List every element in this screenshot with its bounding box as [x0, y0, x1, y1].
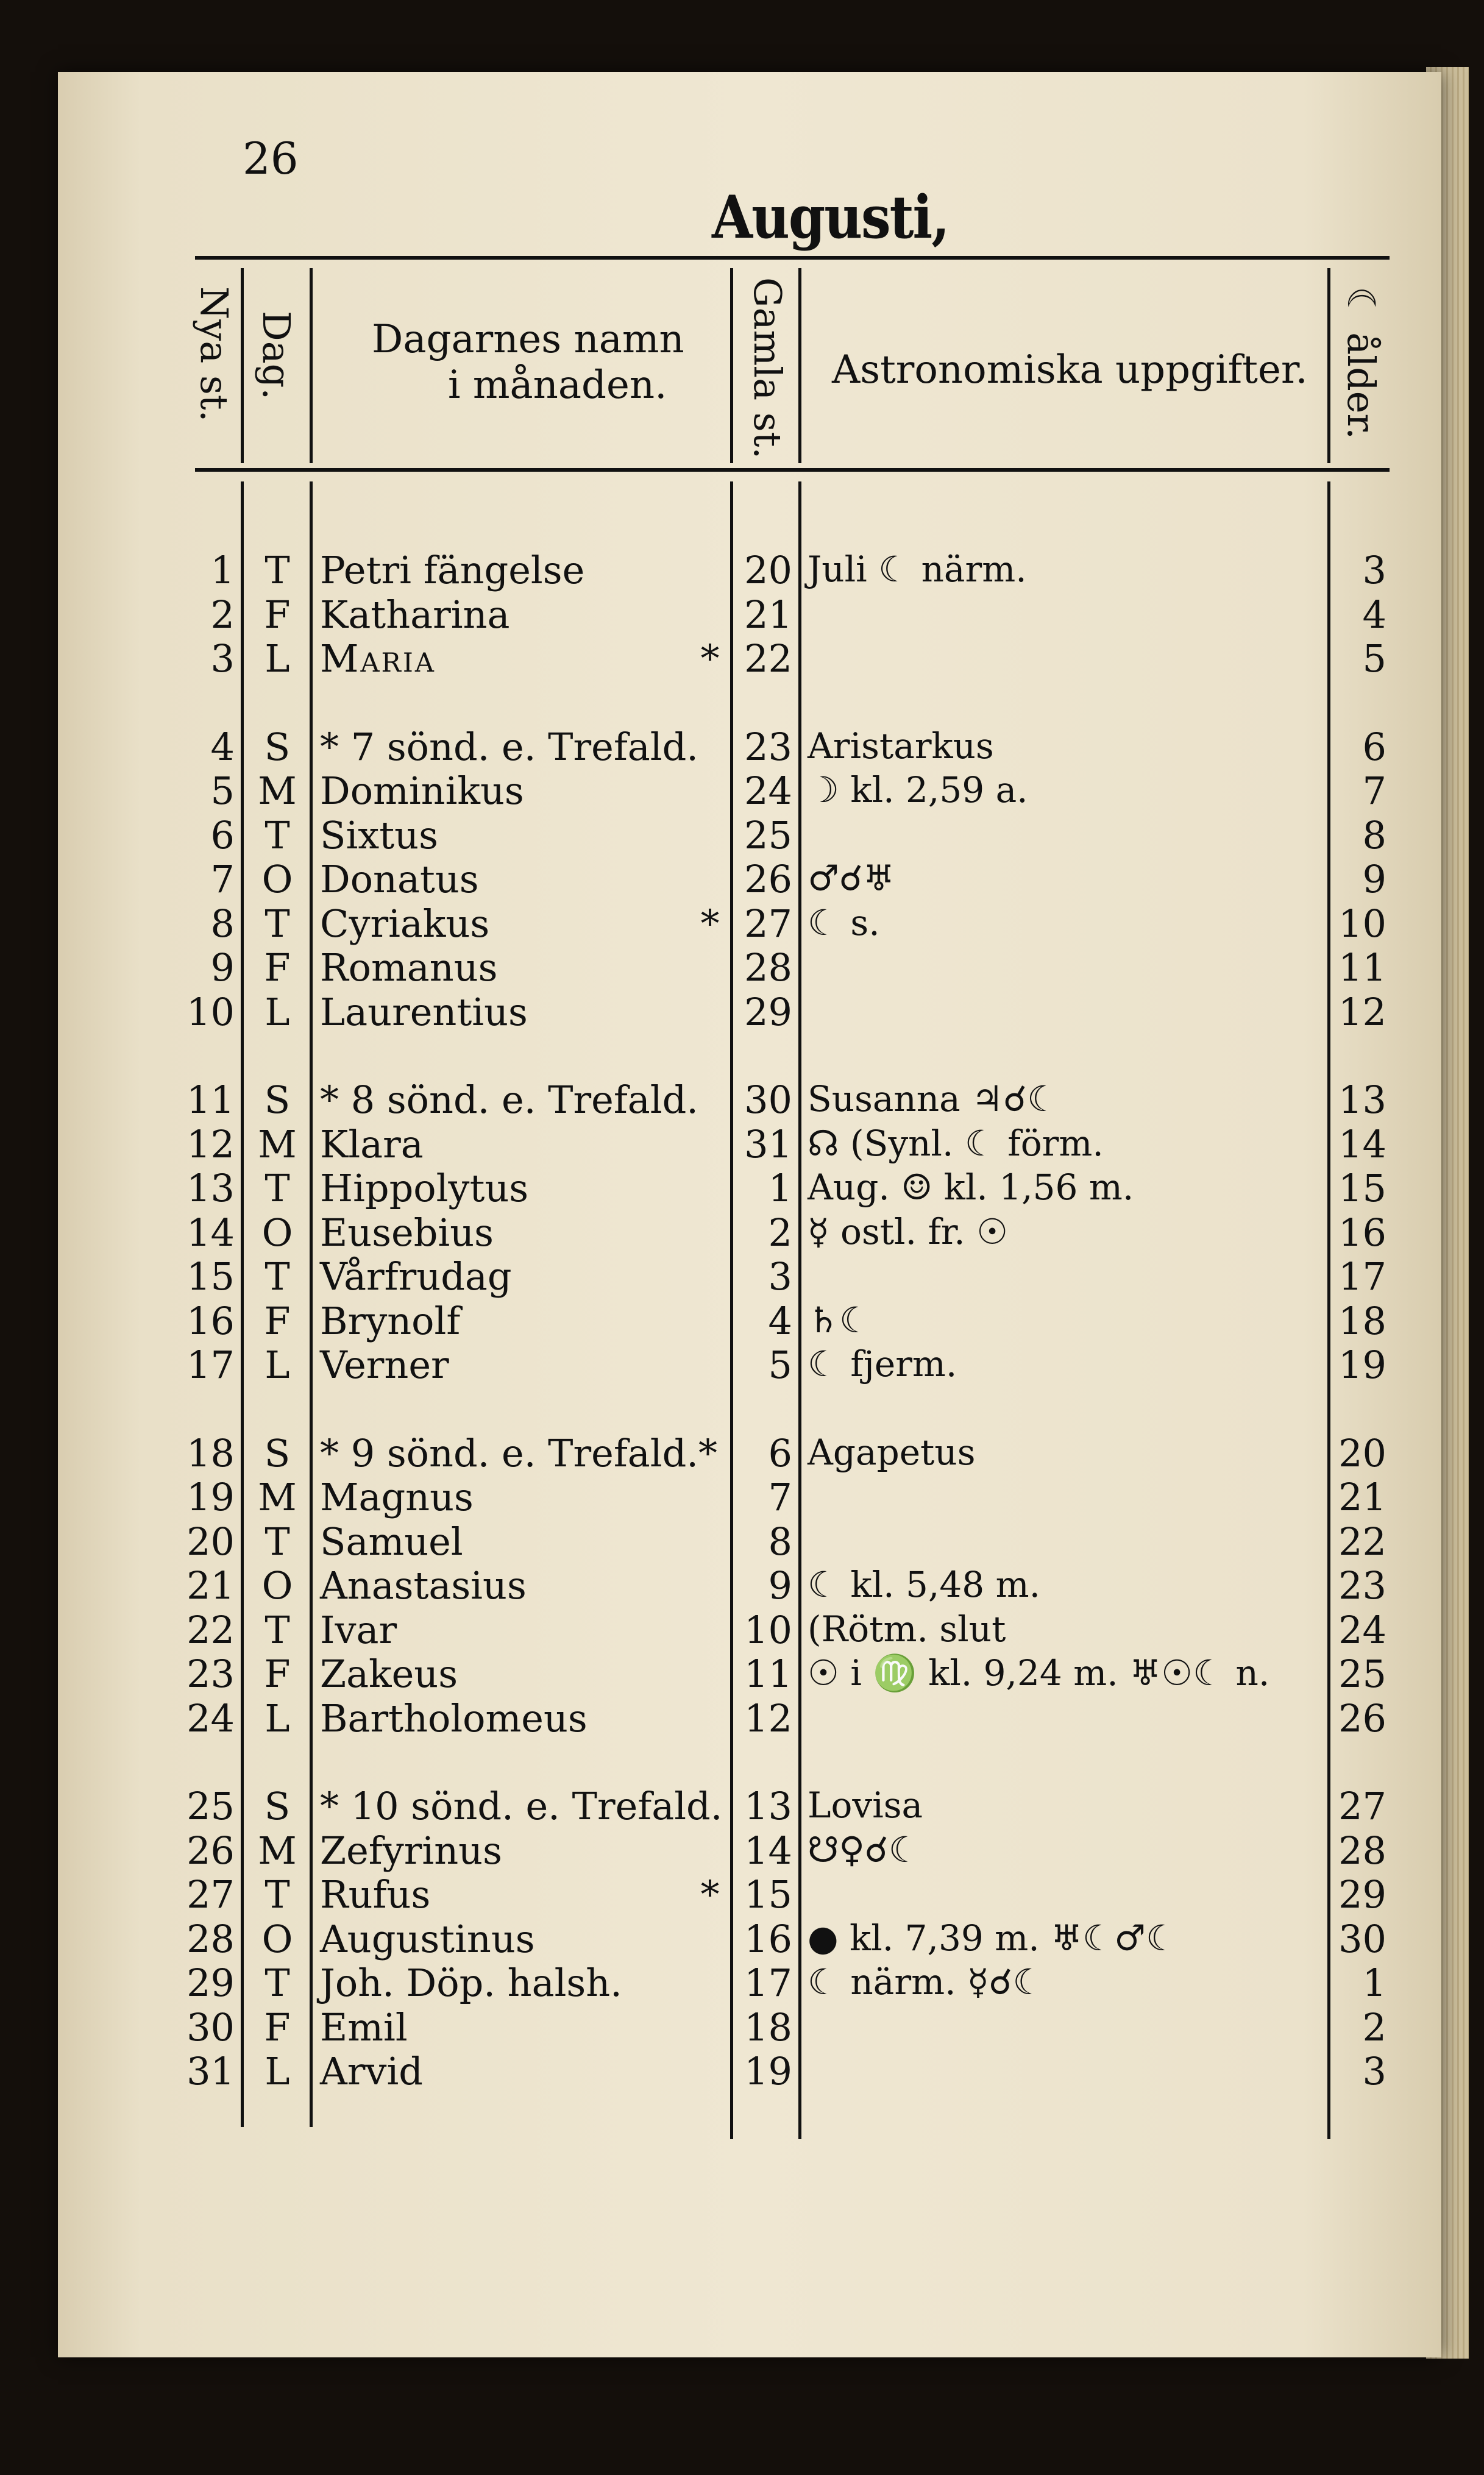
gamla-day-number: 13 [744, 1784, 792, 1828]
day-name: Laurentius [320, 989, 528, 1034]
day-name: Ivar [320, 1607, 397, 1652]
weekday-letter: O [261, 857, 293, 901]
moon-age: 26 [1338, 1696, 1386, 1741]
astro-note: ☿ ostl. fr. ☉ [808, 1210, 1009, 1252]
astro-note: Juli ☾ närm. [808, 549, 1027, 590]
header-astro: Astronomiska uppgifter. [832, 347, 1308, 392]
gamla-day-number: 17 [744, 1961, 792, 2005]
day-name: Romanus [320, 945, 498, 990]
header-alder: ☾ ålder. [1339, 286, 1383, 439]
day-name: * 9 sönd. e. Trefald.* [320, 1430, 717, 1475]
day-name: Donatus [320, 857, 479, 901]
moon-age: 4 [1362, 592, 1386, 637]
astro-note: ● kl. 7,39 m. ♅☾♂☾ [808, 1917, 1178, 1959]
gamla-day-number: 27 [744, 901, 792, 946]
header-dag: Dag. [254, 311, 299, 400]
moon-age: 13 [1338, 1078, 1386, 1122]
nya-day-number: 7 [210, 857, 235, 901]
nya-day-number: 24 [186, 1696, 235, 1741]
nya-day-number: 27 [186, 1872, 235, 1917]
weekday-letter: L [264, 989, 290, 1034]
nya-day-number: 5 [210, 769, 235, 813]
nya-day-number: 28 [186, 1916, 235, 1961]
weekday-letter: S [264, 1430, 291, 1475]
gamla-day-number: 23 [744, 724, 792, 769]
nya-day-number: 17 [186, 1343, 235, 1387]
header-names-line1: Dagarnes namn [372, 317, 684, 362]
nya-day-number: 19 [186, 1475, 235, 1519]
day-star: * [700, 1872, 720, 1917]
weekday-letter: F [264, 592, 291, 637]
astro-note: ☾ kl. 5,48 m. [808, 1564, 1041, 1605]
gamla-day-number: 26 [744, 857, 792, 901]
weekday-letter: T [264, 1166, 290, 1210]
weekday-letter: L [264, 2049, 290, 2093]
day-star: * [700, 636, 720, 681]
gamla-day-number: 25 [744, 812, 792, 858]
day-name: Zakeus [320, 1652, 458, 1696]
weekday-letter: O [261, 1210, 293, 1255]
weekday-letter: M [258, 1121, 297, 1166]
nya-day-number: 9 [210, 945, 235, 990]
gamla-day-number: 10 [744, 1607, 792, 1652]
gamla-day-number: 3 [768, 1254, 792, 1299]
gamla-day-number: 31 [744, 1121, 792, 1166]
moon-age: 14 [1338, 1121, 1386, 1166]
moon-age: 18 [1338, 1298, 1386, 1343]
moon-age: 7 [1362, 769, 1386, 813]
gamla-day-number: 29 [744, 989, 792, 1034]
nya-day-number: 10 [186, 989, 235, 1034]
nya-day-number: 11 [186, 1078, 235, 1122]
day-name: Verner [320, 1343, 449, 1387]
header-gamla: Gamla st. [745, 277, 790, 460]
col-line-4 [798, 268, 801, 463]
moon-age: 20 [1338, 1430, 1386, 1475]
nya-day-number: 3 [210, 636, 235, 681]
month-title: Augusti, [712, 183, 949, 252]
nya-day-number: 21 [186, 1563, 235, 1608]
day-star: * [700, 901, 720, 946]
header-bottom-rule [195, 468, 1390, 472]
astro-note: ☾ fjerm. [808, 1343, 957, 1385]
gamla-day-number: 2 [768, 1210, 792, 1255]
weekday-letter: F [264, 945, 291, 990]
gamla-day-number: 1 [768, 1166, 792, 1210]
moon-age: 5 [1362, 636, 1386, 681]
gamla-day-number: 24 [744, 769, 792, 813]
day-name: * 7 sönd. e. Trefald. [320, 724, 698, 769]
day-name: Anastasius [320, 1563, 527, 1608]
col-line-5b [1327, 481, 1330, 2139]
weekday-letter: S [264, 724, 291, 769]
weekday-letter: S [264, 1078, 291, 1122]
moon-age: 21 [1338, 1475, 1386, 1519]
nya-day-number: 12 [186, 1121, 235, 1166]
header-names-line2: i månaden. [448, 363, 667, 408]
weekday-letter: T [264, 901, 290, 946]
col-line-2 [310, 268, 313, 463]
moon-age: 16 [1338, 1210, 1386, 1255]
day-name: Zefyrinus [320, 1828, 502, 1873]
gamla-day-number: 20 [744, 548, 792, 592]
moon-age: 1 [1362, 1961, 1386, 2005]
moon-age: 10 [1338, 901, 1386, 946]
weekday-letter: L [264, 636, 290, 681]
moon-age: 23 [1338, 1563, 1386, 1608]
weekday-letter: T [264, 1607, 290, 1652]
gamla-day-number: 9 [768, 1563, 792, 1608]
day-name: Eusebius [320, 1210, 494, 1255]
moon-age: 11 [1338, 945, 1386, 990]
col-line-1b [241, 481, 244, 2127]
day-name: * 8 sönd. e. Trefald. [320, 1078, 698, 1122]
astro-note: ☋♀☌☾ [808, 1828, 920, 1870]
moon-age: 17 [1338, 1254, 1386, 1299]
astro-note: ♄☾ [808, 1299, 871, 1341]
gamla-day-number: 30 [744, 1078, 792, 1122]
astro-note: Agapetus [808, 1431, 976, 1473]
nya-day-number: 26 [186, 1828, 235, 1873]
day-name: Arvid [320, 2049, 423, 2093]
weekday-letter: T [264, 548, 290, 592]
moon-age: 2 [1362, 2005, 1386, 2050]
nya-day-number: 8 [210, 901, 235, 946]
day-name: Katharina [320, 592, 510, 637]
gamla-day-number: 22 [744, 636, 792, 681]
day-name: Augustinus [320, 1916, 535, 1961]
gamla-day-number: 4 [768, 1298, 792, 1343]
day-name: Bartholomeus [320, 1696, 588, 1741]
nya-day-number: 29 [186, 1961, 235, 2005]
nya-day-number: 22 [186, 1607, 235, 1652]
moon-age: 15 [1338, 1166, 1386, 1210]
gamla-day-number: 8 [768, 1519, 792, 1564]
weekday-letter: T [264, 1961, 290, 2005]
gamla-day-number: 28 [744, 945, 792, 990]
day-name: Cyriakus [320, 901, 490, 946]
nya-day-number: 31 [186, 2049, 235, 2093]
gamla-day-number: 12 [744, 1696, 792, 1741]
weekday-letter: T [264, 1872, 290, 1917]
weekday-letter: T [264, 1254, 290, 1299]
moon-age: 12 [1338, 989, 1386, 1034]
nya-day-number: 16 [186, 1298, 235, 1343]
gamla-day-number: 14 [744, 1828, 792, 1873]
day-name: Rufus [320, 1872, 431, 1917]
nya-day-number: 18 [186, 1430, 235, 1475]
col-line-2b [310, 481, 313, 2127]
moon-age: 27 [1338, 1784, 1386, 1828]
astro-note: ☊ (Synl. ☾ förm. [808, 1122, 1104, 1164]
moon-age: 9 [1362, 857, 1386, 901]
moon-age: 3 [1362, 2049, 1386, 2093]
moon-age: 29 [1338, 1872, 1386, 1917]
day-name: Hippolytus [320, 1166, 529, 1210]
moon-age: 28 [1338, 1828, 1386, 1873]
day-name: Petri fängelse [320, 548, 585, 592]
day-name: Sixtus [320, 812, 438, 858]
astro-note: ☾ närm. ☿☌☾ [808, 1961, 1045, 2003]
col-line-4b [798, 481, 801, 2139]
moon-age: 6 [1362, 724, 1386, 769]
gamla-day-number: 5 [768, 1343, 792, 1387]
moon-age: 24 [1338, 1607, 1386, 1652]
page-number: 26 [243, 133, 299, 184]
astro-note: Susanna ♃☌☾ [808, 1078, 1059, 1120]
weekday-letter: M [258, 1475, 297, 1519]
astro-note: ☉ i ♍ kl. 9,24 m. ♅☉☾ n. [808, 1652, 1270, 1694]
astro-note: Aug. ☺ kl. 1,56 m. [808, 1166, 1134, 1208]
day-name: * 10 sönd. e. Trefald. [320, 1784, 723, 1828]
astro-note: (Rötm. slut [808, 1608, 1006, 1650]
moon-age: 22 [1338, 1519, 1386, 1564]
day-name: Maria [320, 636, 436, 681]
weekday-letter: F [264, 2005, 291, 2050]
nya-day-number: 2 [210, 592, 235, 637]
weekday-letter: M [258, 1828, 297, 1873]
gamla-day-number: 21 [744, 592, 792, 637]
nya-day-number: 30 [186, 2005, 235, 2050]
day-name: Samuel [320, 1519, 463, 1564]
weekday-letter: L [264, 1343, 290, 1387]
weekday-letter: S [264, 1784, 291, 1828]
day-name: Dominikus [320, 769, 524, 813]
nya-day-number: 25 [186, 1784, 235, 1828]
gamla-day-number: 16 [744, 1916, 792, 1961]
weekday-letter: T [264, 812, 290, 858]
gamla-day-number: 6 [768, 1430, 792, 1475]
weekday-letter: T [264, 1519, 290, 1564]
nya-day-number: 6 [210, 812, 235, 858]
nya-day-number: 4 [210, 724, 235, 769]
day-name: Magnus [320, 1475, 474, 1519]
gamla-day-number: 18 [744, 2005, 792, 2050]
col-line-3 [730, 268, 733, 463]
moon-age: 25 [1338, 1652, 1386, 1696]
gamla-day-number: 19 [744, 2049, 792, 2093]
weekday-letter: M [258, 769, 297, 813]
nya-day-number: 14 [186, 1210, 235, 1255]
astro-note: ☾ s. [808, 901, 880, 943]
day-name: Emil [320, 2005, 408, 2050]
day-name: Joh. Döp. halsh. [320, 1961, 622, 2005]
weekday-letter: F [264, 1298, 291, 1343]
day-name: Vårfrudag [320, 1254, 512, 1299]
astro-note: ☽ kl. 2,59 a. [808, 769, 1028, 811]
astro-note: Aristarkus [808, 725, 994, 767]
header-nya: Nya st. [192, 286, 236, 422]
weekday-letter: O [261, 1563, 293, 1608]
header-top-rule [195, 256, 1390, 260]
weekday-letter: L [264, 1696, 290, 1741]
moon-age: 8 [1362, 812, 1386, 858]
gamla-day-number: 7 [768, 1475, 792, 1519]
moon-age: 19 [1338, 1343, 1386, 1387]
weekday-letter: F [264, 1652, 291, 1696]
nya-day-number: 1 [210, 548, 235, 592]
weekday-letter: O [261, 1916, 293, 1961]
nya-day-number: 15 [186, 1254, 235, 1299]
col-line-5 [1327, 268, 1330, 463]
nya-day-number: 23 [186, 1652, 235, 1696]
day-name: Brynolf [320, 1298, 461, 1343]
moon-age: 3 [1362, 548, 1386, 592]
nya-day-number: 13 [186, 1166, 235, 1210]
gamla-day-number: 15 [744, 1872, 792, 1917]
day-name: Klara [320, 1121, 424, 1166]
moon-age: 30 [1338, 1916, 1386, 1961]
astro-note: ♂☌♅ [808, 858, 895, 899]
gamla-day-number: 11 [744, 1652, 792, 1696]
nya-day-number: 20 [186, 1519, 235, 1564]
col-line-1 [241, 268, 244, 463]
astro-note: Lovisa [808, 1784, 923, 1826]
